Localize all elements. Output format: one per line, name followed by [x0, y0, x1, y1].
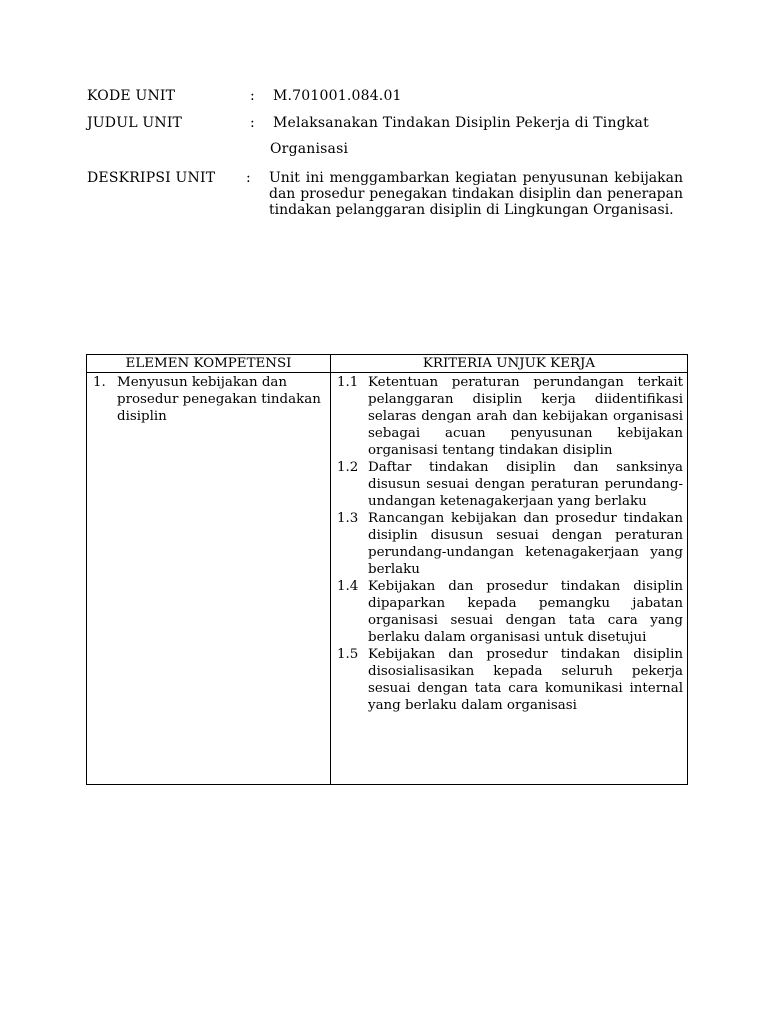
elemen-text: Menyusun kebijakan dan prosedur penegakan tindakan disiplin: [117, 375, 321, 424]
judul-unit-label: JUDUL UNIT: [87, 115, 183, 131]
judul-unit-colon: :: [250, 115, 255, 131]
kriteria-text: Kebijakan dan prosedur tindakan disiplin dipaparkan kepada pemangku jabatan organisasi sesuai dengan tata cara yang berlaku dalam organisasi untuk disetujui: [368, 579, 683, 645]
kriteria-number: 1.3: [337, 511, 359, 526]
kriteria-text: Kebijakan dan prosedur tindakan disiplin disosialisasikan kepada seluruh pekerja sesuai dengan tata cara komunikasi internal yang berlaku dalam organisasi: [368, 647, 683, 713]
table-header-row: [87, 355, 688, 373]
kode-unit-label: KODE UNIT: [87, 88, 176, 104]
kriteria-text: Ketentuan peraturan perundangan terkait pelanggaran disiplin kerja diidentifikasi selaras dengan arah dan kebijakan organisasi sebagai acuan penyusunan kebijakan organisasi tentang tindakan disiplin: [368, 375, 683, 458]
kriteria-number: 1.1: [337, 375, 359, 390]
kriteria-cell: [331, 373, 688, 785]
elemen-number: 1.: [93, 375, 106, 390]
judul-unit-value-line1: Melaksanakan Tindakan Disiplin Pekerja di Tingkat: [273, 115, 649, 131]
kode-unit-value: M.701001.084.01: [273, 88, 402, 104]
table-row: [87, 373, 688, 785]
kriteria-text: Rancangan kebijakan dan prosedur tindakan disiplin disusun sesuai dengan peraturan perundang-undangan ketenagakerjaan yang berlaku: [368, 511, 683, 577]
kriteria-item: [337, 646, 683, 714]
kriteria-number: 1.2: [337, 460, 359, 475]
elemen-cell: [87, 373, 331, 785]
kriteria-item: [337, 578, 683, 646]
kode-unit-colon: :: [250, 88, 255, 104]
column-header-kriteria: KRITERIA UNJUK KERJA: [331, 355, 688, 373]
kriteria-number: 1.4: [337, 579, 359, 594]
judul-unit-value-line2: Organisasi: [270, 141, 349, 157]
kriteria-item: [337, 459, 683, 510]
competency-table: [86, 354, 688, 785]
deskripsi-unit-label: DESKRIPSI UNIT: [87, 170, 216, 186]
kriteria-number: 1.5: [337, 647, 359, 662]
column-header-elemen: ELEMEN KOMPETENSI: [87, 355, 331, 373]
kriteria-text: Daftar tindakan disiplin dan sanksinya disusun sesuai dengan peraturan perundang-undangan ketenagakerjaan yang berlaku: [368, 460, 683, 509]
elemen-item: [93, 374, 326, 425]
kriteria-item: [337, 374, 683, 459]
kriteria-item: [337, 510, 683, 578]
deskripsi-unit-colon: :: [246, 170, 251, 186]
deskripsi-unit-value: Unit ini menggambarkan kegiatan penyusunan kebijakan dan prosedur penegakan tindakan disiplin dan penerapan tindakan pelanggaran disiplin di Lingkungan Organisasi.: [269, 170, 683, 218]
